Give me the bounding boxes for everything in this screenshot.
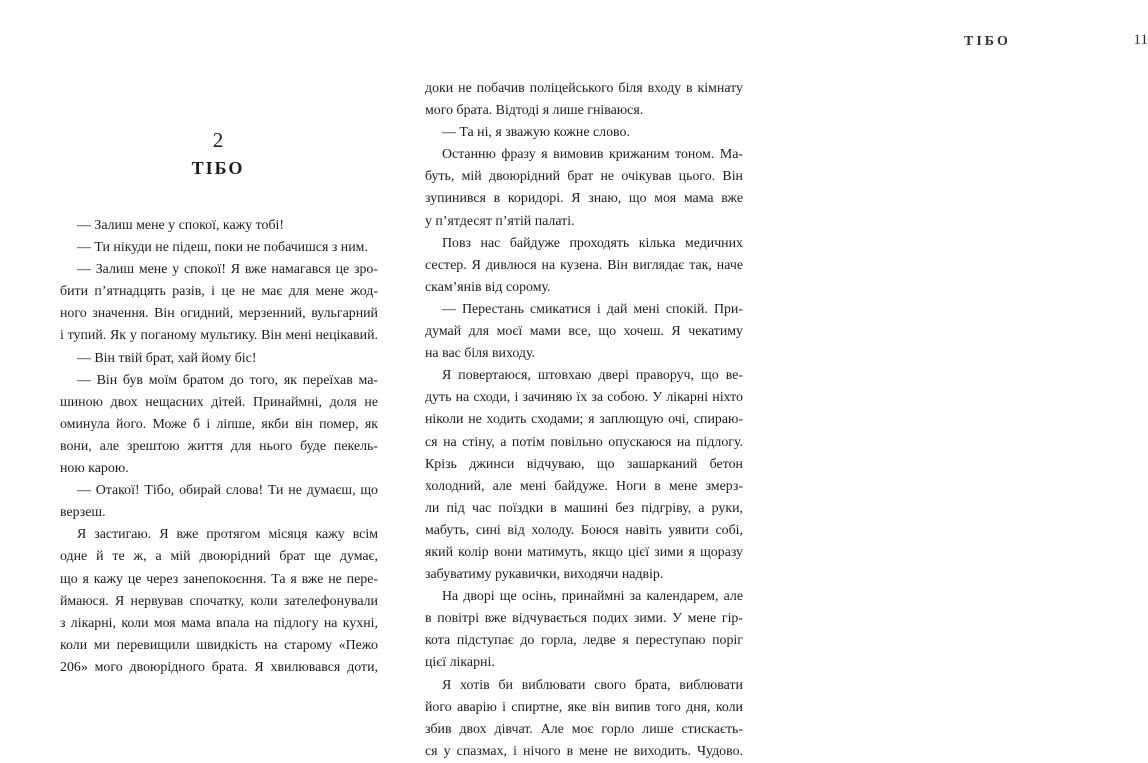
text-line: — Залиш мене у спокої, кажу тобі! — [77, 218, 285, 233]
text-line: доки не побачив поліцейського біля входу в кімнату — [425, 81, 743, 96]
text-line: ли під час поїздки в машині без підгріву, а руки, — [425, 500, 743, 516]
left-page-text — [60, 215, 378, 679]
text-line: — Ти нікуди не підеш, поки не побачишся з ним. — [77, 240, 368, 256]
text-line: ймаюся. Я нервував спочатку, коли зателефонували — [60, 593, 378, 609]
text-line: 206» мого двоюрідного брата. Я хвилювався доти, — [60, 659, 378, 675]
text-line: верзеш. — [60, 505, 106, 521]
right-page-text — [425, 78, 743, 763]
text-line: з лікарні, коли моя мама впала на підлогу на кухні, — [60, 615, 378, 631]
text-line: Я повертаюся, штовхаю двері праворуч, що ве- — [442, 368, 743, 384]
text-line: в повітрі вже відчувається подих зими. У мене гір- — [425, 611, 743, 627]
text-line: Я застигаю. Я вже протягом місяця кажу всім — [77, 527, 378, 543]
text-line: — Залиш мене у спокої! Я вже намагався це зро- — [77, 262, 378, 278]
text-line: оминула його. Може б і ліпше, якби він помер, як — [60, 416, 378, 432]
running-head: ТІБО — [964, 34, 1011, 49]
text-line: мабуть, сині від холоду. Боюся навіть уявити собі, — [425, 522, 743, 538]
text-line: у п’ятдесят п’ятій палаті. — [425, 213, 575, 229]
chapter-number: 2 — [212, 128, 224, 152]
text-line: Я хотів би виблювати свого брата, виблювати — [442, 677, 743, 693]
text-line: — Він твій брат, хай йому біс! — [77, 350, 257, 366]
page-number: 11 — [1133, 32, 1148, 48]
text-line: думай для моєї мами все, що хочеш. Я чекатиму — [425, 324, 743, 340]
text-line: буть, мій двоюрідний брат не очікував цього. Він — [425, 169, 743, 185]
text-line: ся у спазмах, і нічого в мене не виходить. Чудово. — [425, 743, 743, 759]
text-line: кота підступає до горла, ледве я переступаю поріг — [425, 633, 743, 649]
text-line: — Перестань смикатися і дай мені спокій. При- — [442, 301, 743, 317]
text-line: і тупий. Як у поганому мультику. Він мені нецікавий. — [60, 328, 378, 344]
text-line: — Та ні, я зважую кожне слово. — [442, 125, 630, 141]
text-line: ною карою. — [60, 461, 129, 477]
text-line: Повз нас байдуже проходять кілька медичних — [442, 235, 743, 251]
text-line: холодний, але мені байдуже. Ноги в мене змерз- — [425, 478, 743, 494]
text-line: бити п’ятнадцять разів, і це не має для мене жод- — [60, 284, 378, 300]
text-line: мого брата. Відтоді я лише гніваюся. — [425, 103, 644, 119]
text-line: на вас біля виходу. — [425, 346, 536, 362]
text-line: одне й те ж, а мій двоюрідний брат ще думає, — [60, 549, 378, 565]
text-line: ного значення. Він огидний, мерзенний, вульгарний — [60, 306, 378, 322]
left-page — [0, 0, 400, 675]
text-line: коли ми перевищили швидкість на старому «Пежо — [60, 637, 378, 653]
text-line: забуватиму рукавички, виходячи надвір. — [425, 567, 664, 583]
text-line: — Отакої! Тібо, обирай слова! Ти не думаєш, що — [77, 483, 378, 499]
text-line: дуть на сходи, і зачиняю їх за собою. У лікарні ніхто — [425, 390, 743, 406]
text-line: скам’янів від сорому. — [425, 279, 551, 295]
text-line: вони, але зрештою життя для нього буде пекель- — [60, 438, 378, 454]
text-line: ніколи не ходить сходами; я заплющую очі, спираю- — [425, 412, 743, 428]
text-line: сестер. Я дивлюся на кузена. Він виглядає так, наче — [425, 257, 743, 273]
text-line: зупинився в коридорі. Я знаю, що моя мама вже — [425, 191, 743, 207]
text-line: який колір вони матимуть, якщо цієї зими я щоразу — [425, 544, 743, 560]
text-line: — Він був моїм братом до того, як переїхав ма- — [77, 372, 378, 388]
text-line: шиною двох нещасних дітей. Принаймні, доля не — [60, 394, 378, 410]
text-line: збив двох дівчат. Але моє горло лише стискаєть- — [425, 721, 743, 737]
text-line: що я кажу це через занепокоєння. Та я вже не пере- — [60, 571, 378, 587]
chapter-title: ТІБО — [191, 158, 245, 178]
text-line: Крізь джинси відчуваю, що зашарканий бетон — [425, 456, 743, 472]
text-line: На дворі ще осінь, принаймні за календарем, але — [442, 589, 743, 605]
text-line: ся на стіну, а потім повільно опускаюся на підлогу. — [425, 434, 743, 450]
text-line: Останню фразу я вимовив крижаним тоном. Ма- — [442, 147, 743, 163]
text-line: цієї лікарні. — [425, 655, 495, 671]
text-line: його аварію і спиртне, яке він випив того дня, коли — [425, 699, 743, 715]
